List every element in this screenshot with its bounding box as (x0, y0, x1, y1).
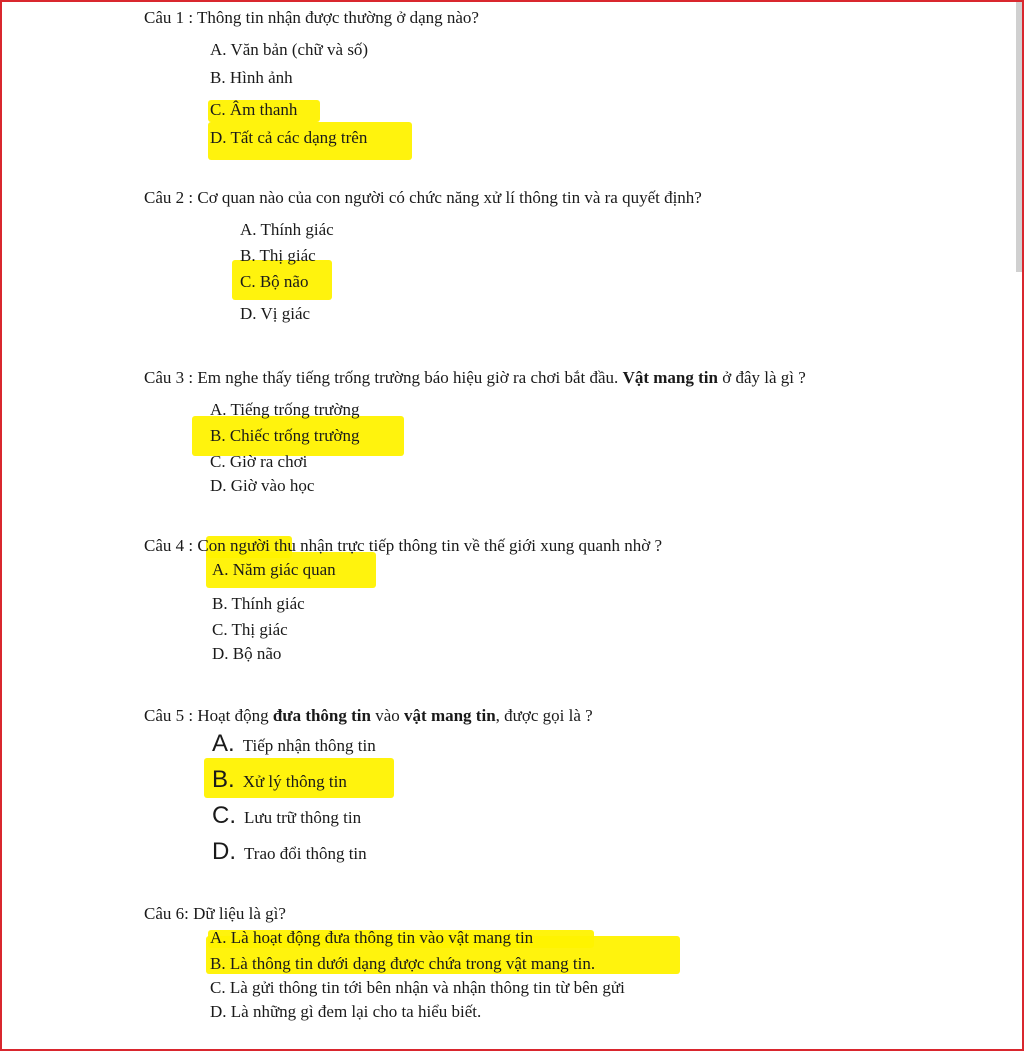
option-4c: C. Thị giác (212, 620, 288, 639)
option-3b: B. Chiếc trống trường (210, 426, 360, 445)
question-5-bold-2: vật mang tin (404, 706, 496, 725)
scrollbar[interactable] (1016, 2, 1022, 272)
option-1d: D. Tất cả các dạng trên (210, 128, 368, 147)
option-3d: D. Giờ vào học (210, 476, 315, 495)
option-2b: B. Thị giác (240, 246, 316, 265)
option-1c: C. Âm thanh (210, 100, 298, 119)
question-6: Câu 6: Dữ liệu là gì? (144, 904, 286, 923)
option-5a: A. Tiếp nhận thông tin (212, 730, 376, 757)
option-3a: A. Tiếng trống trường (210, 400, 360, 419)
option-6b: B. Là thông tin dưới dạng được chứa trong vật mang tin. (210, 954, 596, 973)
question-5: Câu 5 : Hoạt động đưa thông tin vào vật mang tin, được gọi là ? (144, 706, 593, 725)
option-2c: C. Bộ não (240, 272, 309, 291)
question-3-bold: Vật mang tin (622, 368, 718, 387)
option-6c: C. Là gửi thông tin tới bên nhận và nhận thông tin từ bên gửi (210, 978, 625, 997)
option-5b: B. Xử lý thông tin (212, 766, 347, 793)
question-2: Câu 2 : Cơ quan nào của con người có chức năng xử lí thông tin và ra quyết định? (144, 188, 702, 207)
option-2d: D. Vị giác (240, 304, 311, 323)
option-6d: D. Là những gì đem lại cho ta hiểu biết. (210, 1002, 482, 1021)
option-1b: B. Hình ảnh (210, 68, 293, 87)
option-4b: B. Thính giác (212, 594, 305, 613)
question-3: Câu 3 : Em nghe thấy tiếng trống trường báo hiệu giờ ra chơi bắt đầu. Vật mang tin ở đây là gì ? (144, 368, 806, 387)
option-5c: C. Lưu trữ thông tin (212, 802, 362, 829)
option-4a: A. Năm giác quan (212, 560, 336, 579)
question-5-bold-1: đưa thông tin (272, 706, 371, 725)
option-2a: A. Thính giác (240, 220, 334, 239)
option-5d: D. Trao đổi thông tin (212, 838, 367, 865)
option-4d: D. Bộ não (212, 644, 282, 663)
question-1: Câu 1 : Thông tin nhận được thường ở dạng nào? (144, 8, 479, 27)
question-4: Câu 4 : Con người thu nhận trực tiếp thông tin về thế giới xung quanh nhờ ? (144, 536, 663, 555)
option-1a: A. Văn bản (chữ và số) (210, 40, 369, 59)
option-3c: C. Giờ ra chơi (210, 452, 308, 471)
option-6a: A. Là hoạt động đưa thông tin vào vật mang tin (210, 928, 534, 947)
